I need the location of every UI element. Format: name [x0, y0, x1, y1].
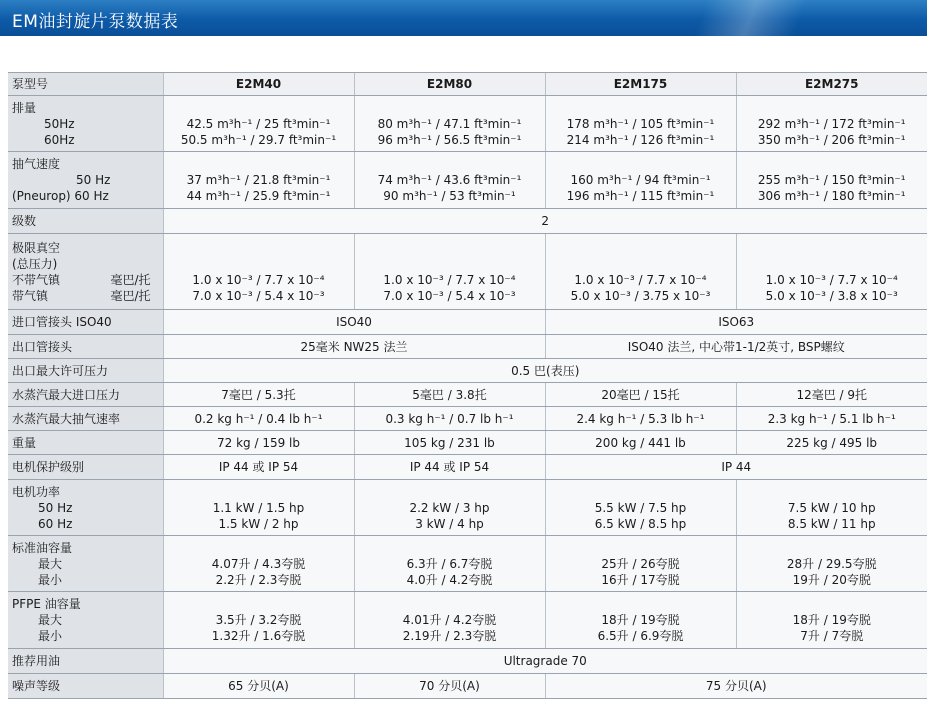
displacement-e2m80: 80 m³h⁻¹ / 47.1 ft³min⁻¹ 96 m³h⁻¹ / 56.5 ft³min⁻¹ — [354, 96, 545, 152]
motor-power-e2m275: 7.5 kW / 10 hp 8.5 kW / 11 hp — [736, 480, 927, 536]
model-e2m175: E2M175 — [545, 73, 736, 96]
max-water-rate-e2m175: 2.4 kg h⁻¹ / 5.3 lb h⁻¹ — [545, 407, 736, 431]
max-water-inlet-e2m275: 12毫巴 / 9托 — [736, 383, 927, 407]
spec-table — [8, 72, 927, 699]
ultimate-vacuum-e2m80: 1.0 x 10⁻³ / 7.7 x 10⁻⁴ 7.0 x 10⁻³ / 5.4 x 10⁻³ — [354, 234, 545, 310]
model-e2m275: E2M275 — [736, 73, 927, 96]
displacement-e2m175: 178 m³h⁻¹ / 105 ft³min⁻¹ 214 m³h⁻¹ / 126 ft³min⁻¹ — [545, 96, 736, 152]
ultimate-vacuum-e2m40: 1.0 x 10⁻³ / 7.7 x 10⁻⁴ 7.0 x 10⁻³ / 5.4 x 10⁻³ — [163, 234, 354, 310]
pfpe-oil-label: PFPE 油容量 最大 最小 — [8, 592, 163, 649]
title-banner — [0, 0, 927, 36]
max-outlet-pressure-row — [8, 359, 927, 383]
stages-row — [8, 209, 927, 234]
pfpe-oil-e2m175: 18升 / 19夸脱 6.5升 / 6.9夸脱 — [545, 592, 736, 649]
motor-protection-large: IP 44 — [545, 455, 927, 480]
weight-e2m40: 72 kg / 159 lb — [163, 431, 354, 455]
pfpe-oil-e2m275: 18升 / 19夸脱 7升 / 7夸脱 — [736, 592, 927, 649]
pfpe-oil-e2m40: 3.5升 / 3.2夸脱 1.32升 / 1.6夸脱 — [163, 592, 354, 649]
noise-label: 噪声等级 — [8, 674, 163, 699]
noise-row — [8, 674, 927, 699]
motor-protection-row — [8, 455, 927, 480]
max-water-rate-label: 水蒸汽最大抽气速率 — [8, 407, 163, 431]
displacement-label: 排量 50Hz 60Hz — [8, 96, 163, 152]
outlet-large: ISO40 法兰, 中心带1-1/2英寸, BSP螺纹 — [545, 335, 927, 359]
pfpe-oil-row — [8, 592, 927, 649]
displacement-e2m275: 292 m³h⁻¹ / 172 ft³min⁻¹ 350 m³h⁻¹ / 206 ft³min⁻¹ — [736, 96, 927, 152]
pumping-speed-e2m175: 160 m³h⁻¹ / 94 ft³min⁻¹ 196 m³h⁻¹ / 115 ft³min⁻¹ — [545, 152, 736, 209]
inlet-small: ISO40 — [163, 310, 545, 335]
motor-power-row — [8, 480, 927, 536]
motor-power-e2m40: 1.1 kW / 1.5 hp 1.5 kW / 2 hp — [163, 480, 354, 536]
motor-power-e2m175: 5.5 kW / 7.5 hp 6.5 kW / 8.5 hp — [545, 480, 736, 536]
pumping-speed-label: 抽气速度 50 Hz (Pneurop) 60 Hz — [8, 152, 163, 209]
outlet-label: 出口管接头 — [8, 335, 163, 359]
pfpe-oil-e2m80: 4.01升 / 4.2夸脱 2.19升 / 2.3夸脱 — [354, 592, 545, 649]
model-e2m80: E2M80 — [354, 73, 545, 96]
weight-e2m175: 200 kg / 441 lb — [545, 431, 736, 455]
pumping-speed-row — [8, 152, 927, 209]
std-oil-e2m40: 4.07升 / 4.3夸脱 2.2升 / 2.3夸脱 — [163, 536, 354, 592]
outlet-row — [8, 335, 927, 359]
inlet-large: ISO63 — [545, 310, 927, 335]
max-water-rate-row — [8, 407, 927, 431]
motor-protection-e2m40: IP 44 或 IP 54 — [163, 455, 354, 480]
max-water-inlet-e2m40: 7毫巴 / 5.3托 — [163, 383, 354, 407]
pumping-speed-e2m275: 255 m³h⁻¹ / 150 ft³min⁻¹ 306 m³h⁻¹ / 180 ft³min⁻¹ — [736, 152, 927, 209]
page-title: EM油封旋片泵数据表 — [12, 12, 179, 32]
model-label: 泵型号 — [8, 73, 163, 96]
header-row — [8, 73, 927, 96]
std-oil-e2m80: 6.3升 / 6.7夸脱 4.0升 / 4.2夸脱 — [354, 536, 545, 592]
ultimate-vacuum-e2m275: 1.0 x 10⁻³ / 7.7 x 10⁻⁴ 5.0 x 10⁻³ / 3.8 x 10⁻³ — [736, 234, 927, 310]
std-oil-row — [8, 536, 927, 592]
motor-protection-e2m80: IP 44 或 IP 54 — [354, 455, 545, 480]
ultimate-vacuum-row — [8, 234, 927, 310]
rec-oil-label: 推荐用油 — [8, 649, 163, 674]
std-oil-e2m275: 28升 / 29.5夸脱 19升 / 20夸脱 — [736, 536, 927, 592]
motor-power-label: 电机功率 50 Hz 60 Hz — [8, 480, 163, 536]
max-water-rate-e2m275: 2.3 kg h⁻¹ / 5.1 lb h⁻¹ — [736, 407, 927, 431]
max-water-inlet-e2m80: 5毫巴 / 3.8托 — [354, 383, 545, 407]
rec-oil-value: Ultragrade 70 — [163, 649, 927, 674]
max-outlet-pressure-label: 出口最大许可压力 — [8, 359, 163, 383]
std-oil-label: 标准油容量 最大 最小 — [8, 536, 163, 592]
max-water-inlet-row — [8, 383, 927, 407]
max-water-rate-e2m80: 0.3 kg h⁻¹ / 0.7 lb h⁻¹ — [354, 407, 545, 431]
outlet-small: 25毫米 NW25 法兰 — [163, 335, 545, 359]
pumping-speed-e2m80: 74 m³h⁻¹ / 43.6 ft³min⁻¹ 90 m³h⁻¹ / 53 ft³min⁻¹ — [354, 152, 545, 209]
weight-e2m275: 225 kg / 495 lb — [736, 431, 927, 455]
weight-row — [8, 431, 927, 455]
displacement-row — [8, 96, 927, 152]
displacement-e2m40: 42.5 m³h⁻¹ / 25 ft³min⁻¹ 50.5 m³h⁻¹ / 29.7 ft³min⁻¹ — [163, 96, 354, 152]
noise-large: 75 分贝(A) — [545, 674, 927, 699]
max-water-inlet-label: 水蒸汽最大进口压力 — [8, 383, 163, 407]
ultimate-vacuum-label: 极限真空 (总压力) 不带气镇 毫巴/托 带气镇 毫巴/托 — [8, 234, 163, 310]
banner-highlight — [607, 0, 927, 36]
pumping-speed-e2m40: 37 m³h⁻¹ / 21.8 ft³min⁻¹ 44 m³h⁻¹ / 25.9 ft³min⁻¹ — [163, 152, 354, 209]
stages-label: 级数 — [8, 209, 163, 234]
ultimate-vacuum-e2m175: 1.0 x 10⁻³ / 7.7 x 10⁻⁴ 5.0 x 10⁻³ / 3.75 x 10⁻³ — [545, 234, 736, 310]
inlet-label: 进口管接头 ISO40 — [8, 310, 163, 335]
weight-label: 重量 — [8, 431, 163, 455]
std-oil-e2m175: 25升 / 26夸脱 16升 / 17夸脱 — [545, 536, 736, 592]
rec-oil-row — [8, 649, 927, 674]
motor-power-e2m80: 2.2 kW / 3 hp 3 kW / 4 hp — [354, 480, 545, 536]
max-water-rate-e2m40: 0.2 kg h⁻¹ / 0.4 lb h⁻¹ — [163, 407, 354, 431]
inlet-row — [8, 310, 927, 335]
max-water-inlet-e2m175: 20毫巴 / 15托 — [545, 383, 736, 407]
noise-e2m40: 65 分贝(A) — [163, 674, 354, 699]
model-e2m40: E2M40 — [163, 73, 354, 96]
max-outlet-pressure-value: 0.5 巴(表压) — [163, 359, 927, 383]
noise-e2m80: 70 分贝(A) — [354, 674, 545, 699]
stages-value: 2 — [163, 209, 927, 234]
weight-e2m80: 105 kg / 231 lb — [354, 431, 545, 455]
motor-protection-label: 电机保护级别 — [8, 455, 163, 480]
